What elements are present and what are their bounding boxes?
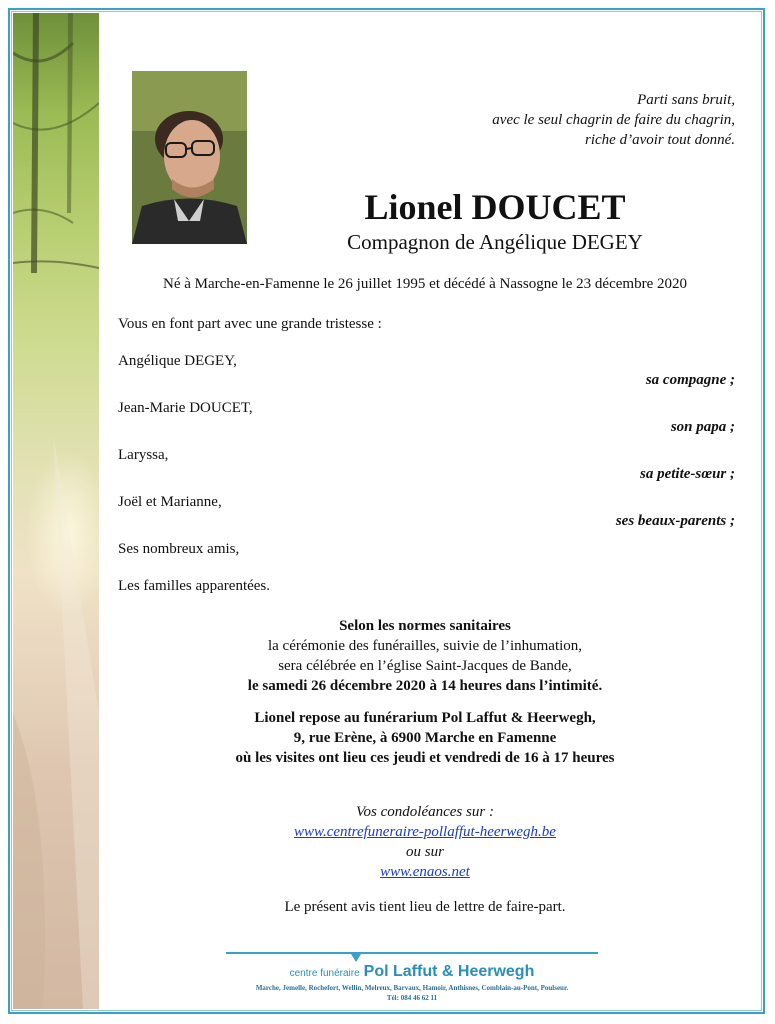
footer-towns: Marche, Jemelle, Rochefort, Wellin, Melreux, Barvaux, Hamoir, Anthisnes, Comblain-au-Pont, Poulseur. (255, 984, 569, 992)
forest-sidebar-image (13, 13, 99, 1009)
portrait-photo (132, 71, 247, 244)
funeral-home-logo (226, 963, 598, 981)
portrait-illustration (132, 71, 247, 244)
deceased-subtitle: Compagnon de Angélique DEGEY (347, 230, 643, 254)
family-member-name: Jean-Marie DOUCET, (118, 400, 253, 416)
family-member-role: sa compagne ; (645, 372, 735, 388)
family-member-name: Laryssa, (118, 447, 169, 463)
deceased-name: Lionel DOUCET (364, 187, 626, 227)
notice-line: Le présent avis tient lieu de lettre de faire-part. (284, 899, 566, 915)
quote-line-1: Parti sans bruit, (637, 92, 735, 108)
family-member-name: Joël et Marianne, (118, 494, 222, 510)
funerarium-line-3: où les visites ont lieu ces jeudi et vendredi de 16 à 17 heures (235, 750, 615, 766)
condolences-link-centrefuneraire[interactable]: www.centrefuneraire-pollaffut-heerwegh.be (294, 824, 556, 840)
friends-line: Ses nombreux amis, (118, 541, 240, 557)
announcement-intro: Vous en font part avec une grande tristesse : (118, 316, 382, 332)
forest-trees-illustration (13, 13, 99, 1009)
footer-telephone: Tél: 084 46 62 11 (386, 994, 438, 1002)
funerarium-line-2: 9, rue Erène, à 6900 Marche en Famenne (293, 730, 557, 746)
ceremony-line-2: la cérémonie des funérailles, suivie de l’inhumation, (267, 638, 583, 654)
birth-death-line: Né à Marche-en-Famenne le 26 juillet 1995 et décédé à Nassogne le 23 décembre 2020 (163, 276, 687, 292)
footer-small-label: centre funéraire (289, 968, 360, 979)
condolences-block (100, 802, 750, 882)
ceremony-line-1: Selon les normes sanitaires (339, 618, 511, 634)
ceremony-line-4: le samedi 26 décembre 2020 à 14 heures dans l’intimité. (247, 678, 603, 694)
family-member-role: son papa ; (670, 419, 735, 435)
ceremony-line-3: sera célébrée en l’église Saint-Jacques de Bande, (278, 658, 572, 674)
family-member-role: ses beaux-parents ; (615, 513, 735, 529)
funerarium-line-1: Lionel repose au funérarium Pol Laffut & Heerwegh, (254, 710, 596, 726)
footer-triangle-icon (351, 954, 361, 962)
condolences-or: ou sur (406, 844, 444, 860)
families-line: Les familles apparentées. (118, 578, 271, 594)
family-member-role: sa petite-sœur ; (640, 466, 735, 482)
ceremony-block (100, 616, 750, 696)
condolences-link-enaos[interactable]: www.enaos.net (380, 864, 470, 880)
family-member-name: Angélique DEGEY, (118, 353, 237, 369)
footer-divider (226, 952, 598, 954)
epitaph-quote (492, 90, 735, 150)
quote-line-2: avec le seul chagrin de faire du chagrin, (492, 112, 735, 128)
quote-line-3: riche d’avoir tout donné. (585, 132, 735, 148)
footer-brand-name: Pol Laffut & Heerwegh (363, 963, 535, 980)
condolences-label: Vos condoléances sur : (356, 804, 494, 820)
funerarium-block (100, 708, 750, 768)
